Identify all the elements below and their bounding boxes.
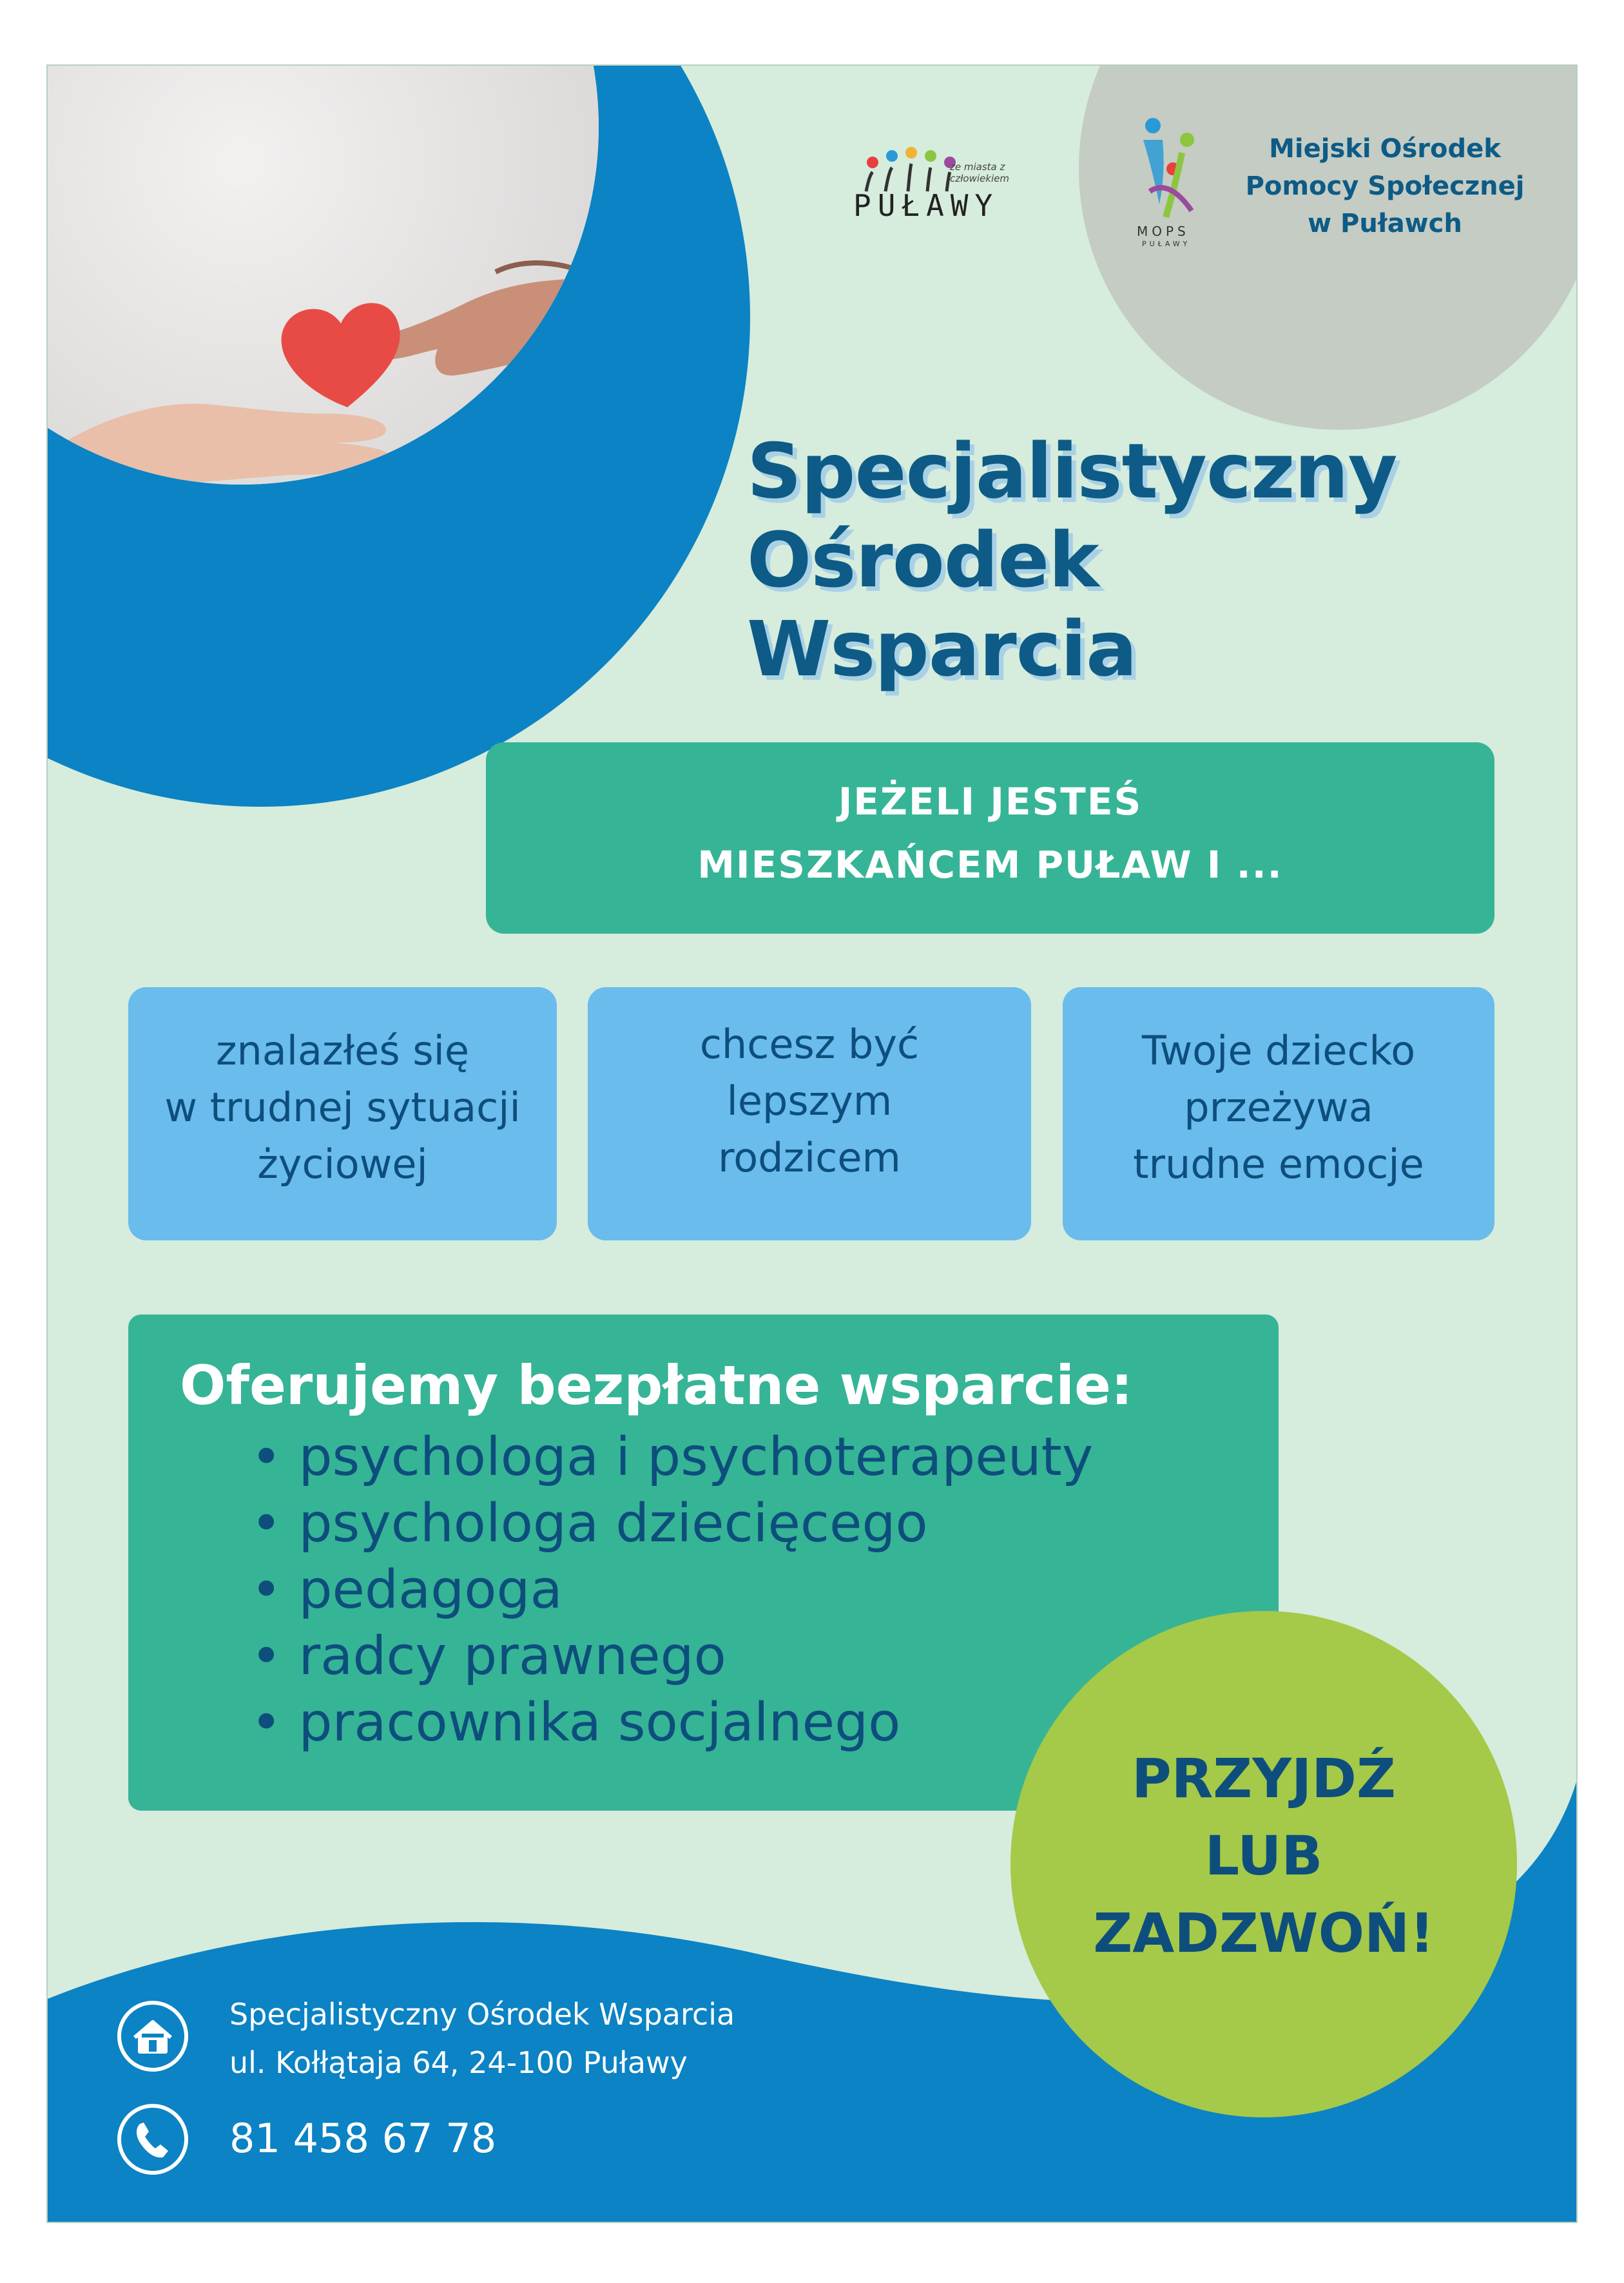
organization-line-3: w Puławch — [1308, 209, 1462, 238]
cta-line-1: PRZYJDŹ — [1132, 1747, 1396, 1810]
pulawy-logo — [853, 137, 1034, 227]
phone-icon-wrap[interactable] — [115, 2102, 190, 2177]
page-title — [747, 427, 1397, 693]
pulawy-logo-tagline: ze miasta z człowiekiem — [950, 161, 1009, 184]
title-line-1: Specjalistyczny — [747, 427, 1397, 515]
phone-icon — [115, 2102, 190, 2177]
organization-line-1: Miejski Ośrodek — [1269, 134, 1501, 164]
situation-2-line-2: lepszym — [726, 1077, 893, 1124]
situation-3-line-2: przeżywa — [1184, 1084, 1373, 1131]
situation-3-line-3: trudne emocje — [1133, 1141, 1424, 1188]
address-icon — [115, 1999, 190, 2074]
organization-name — [1233, 130, 1536, 242]
mops-logo — [1130, 114, 1208, 256]
situation-box-1 — [128, 987, 557, 1240]
cta-line-2: LUB — [1204, 1824, 1323, 1887]
situation-3-line-1: Twoje dziecko — [1141, 1027, 1416, 1074]
offer-item: • pracownika socjalnego — [251, 1692, 901, 1753]
intro-line-1: JEŻELI JESTEŚ — [838, 780, 1143, 824]
mops-logo-subtext: PUŁAWY — [1142, 240, 1191, 248]
offer-item: • psychologa i psychoterapeuty — [251, 1427, 1094, 1488]
poster — [46, 64, 1578, 2223]
organization-line-2: Pomocy Społecznej — [1245, 171, 1525, 201]
house-icon — [115, 1999, 190, 2074]
pulawy-logo-text: PUŁAWY — [853, 188, 1000, 223]
offer-list — [251, 1424, 1093, 1756]
offer-item: • psychologa dziecięcego — [251, 1493, 928, 1554]
cta-circle — [1010, 1611, 1517, 2117]
situation-1-line-1: znalazłeś się — [215, 1027, 470, 1074]
situation-box-3 — [1063, 987, 1494, 1240]
situation-1-line-2: w trudnej sytuacji — [164, 1084, 521, 1131]
offer-item: • pedagoga — [251, 1559, 563, 1621]
situation-2-line-3: rodzicem — [718, 1134, 901, 1181]
offer-heading: Oferujemy bezpłatne wsparcie: — [180, 1354, 1133, 1417]
contact-address: ul. Kołłątaja 64, 24-100 Puławy — [229, 2045, 688, 2080]
title-line-2: Ośrodek — [747, 515, 1099, 604]
cta-line-3: ZADZWOŃ! — [1093, 1902, 1435, 1965]
offer-item: • radcy prawnego — [251, 1626, 726, 1687]
situation-box-2 — [588, 987, 1031, 1240]
situation-2-line-1: chcesz być — [699, 1021, 920, 1068]
mops-logo-text: MOPS — [1137, 224, 1190, 239]
contact-phone[interactable]: 81 458 67 78 — [229, 2115, 497, 2162]
contact-name: Specjalistyczny Ośrodek Wsparcia — [229, 1997, 735, 2032]
intro-box — [486, 742, 1494, 934]
title-line-3: Wsparcia — [747, 604, 1137, 693]
intro-line-2: MIESZKAŃCEM PUŁAW I ... — [697, 843, 1283, 887]
situation-1-line-3: życiowej — [257, 1141, 428, 1188]
